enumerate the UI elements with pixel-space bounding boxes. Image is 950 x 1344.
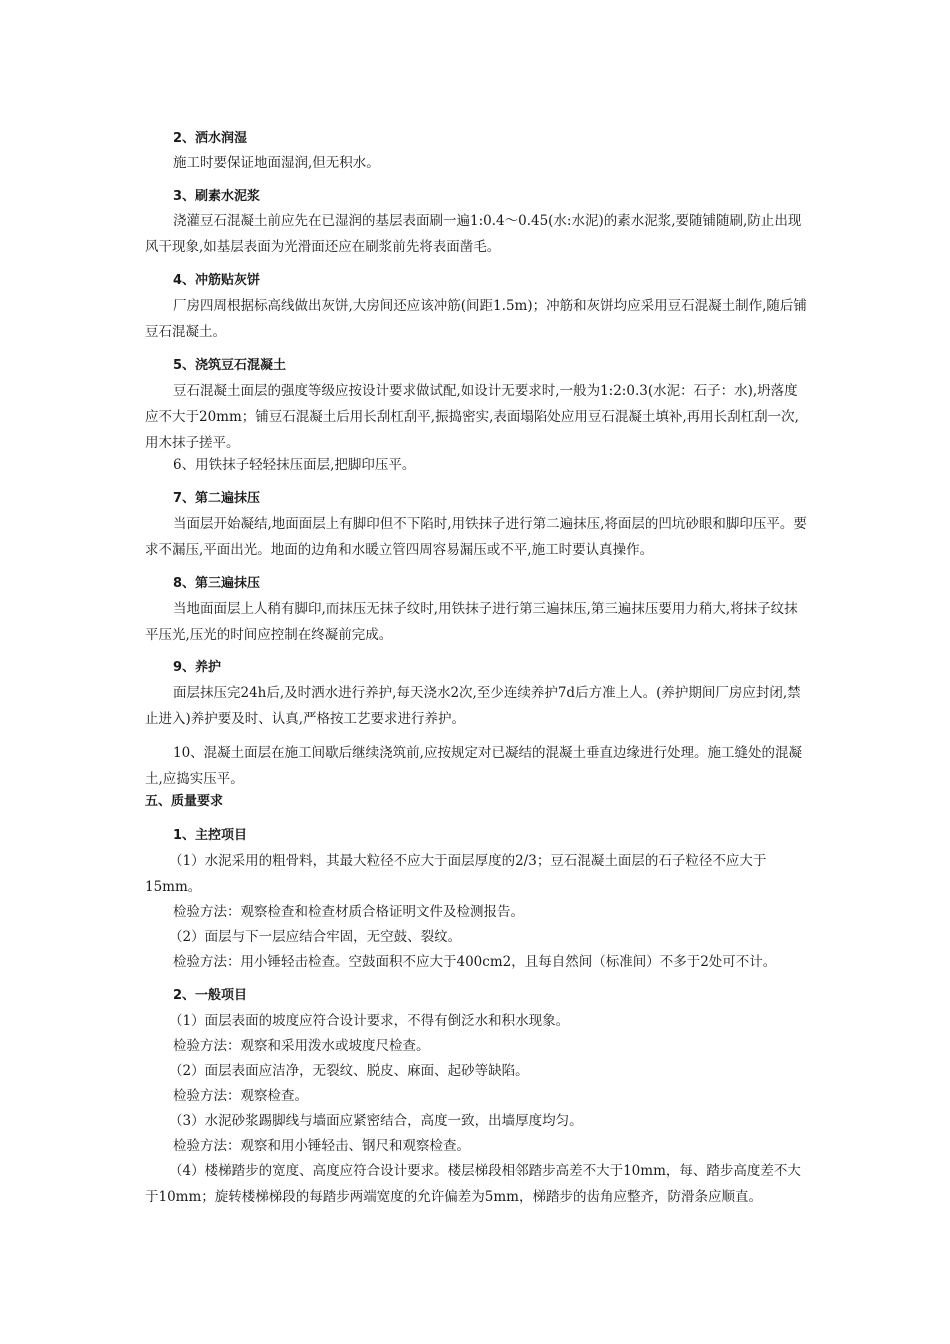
step-3-heading: 3、刷素水泥浆 <box>173 189 261 204</box>
step-7-heading: 7、第二遍抹压 <box>173 491 261 506</box>
main-item-1: （1）水泥采用的粗骨料，其最大粒径不应大于面层厚度的2/3；豆石混凝土面层的石子粒径不应大于15mm。 <box>145 853 767 895</box>
step-7-text: 当面层开始凝结,地面面层上有脚印但不下陷时,用铁抹子进行第二遍抹压,将面层的凹坑砂眼和脚印压平。要求不漏压,平面出光。地面的边角和水暖立管四周容易漏压或不平,施工时要认真操作。 <box>145 516 807 558</box>
main-item-2-method: 检验方法：用小锤轻击检查。空鼓面积不应大于400cm2，且每自然间（标准间）不多于2处可不计。 <box>173 954 777 970</box>
quality-heading: 五、质量要求 <box>145 794 224 809</box>
general-item-3-method: 检验方法：观察和用小锤轻击、钢尺和观察检查。 <box>173 1138 470 1154</box>
step-9-text: 面层抹压完24h后,及时洒水进行养护,每天浇水2次,至少连续养护7d后方准上人。(养护期间厂房应封闭,禁止进入)养护要及时、认真,严格按工艺要求进行养护。 <box>145 685 801 727</box>
general-item-1: （1）面层表面的坡度应符合设计要求，不得有倒泛水和积水现象。 <box>169 1013 570 1029</box>
general-item-1-method: 检验方法：观察和采用泼水或坡度尺检查。 <box>173 1038 430 1054</box>
step-2-heading: 2、洒水润湿 <box>173 131 248 146</box>
step-4-heading: 4、冲筋贴灰饼 <box>173 273 261 288</box>
step-4-text: 厂房四周根据标高线做出灰饼,大房间还应该冲筋(间距1.5m)；冲筋和灰饼均应采用豆石混凝土制作,随后铺豆石混凝土。 <box>145 298 807 340</box>
step-3-text: 浇灌豆石混凝土前应先在已湿润的基层表面刷一遍1:0.4～0.45(水:水泥)的素水泥浆,要随铺随刷,防止出现风干现象,如基层表面为光滑面还应在刷浆前先将表面凿毛。 <box>145 213 802 255</box>
step-8-heading: 8、第三遍抹压 <box>173 576 261 591</box>
step-10-text: 10、混凝土面层在施工间歇后继续浇筑前,应按规定对已凝结的混凝土垂直边缘进行处理。施工缝处的混凝土,应捣实压平。 <box>145 745 802 787</box>
step-9-heading: 9、养护 <box>173 660 222 675</box>
general-item-2: （2）面层表面应洁净，无裂纹、脱皮、麻面、起砂等缺陷。 <box>169 1063 529 1079</box>
main-item-2: （2）面层与下一层应结合牢固，无空鼓、裂纹。 <box>169 929 462 945</box>
step-2-text: 施工时要保证地面湿润,但无积水。 <box>173 155 380 171</box>
step-5-text: 豆石混凝土面层的强度等级应按设计要求做试配,如设计无要求时,一般为1:2:0.3(水泥：石子：水),坍落度应不大于20mm；铺豆石混凝土后用长刮杠刮平,振捣密实,表面塌陷处应用豆石混凝土填补,再用长刮杠刮一次,用木抹子搓平。 <box>145 383 799 451</box>
step-8-text: 当地面面层上人稍有脚印,而抹压无抹子纹时,用铁抹子进行第三遍抹压,第三遍抹压要用力稍大,将抹子纹抹平压光,压光的时间应控制在终凝前完成。 <box>145 601 798 643</box>
general-item-2-method: 检验方法：观察检查。 <box>173 1088 308 1104</box>
main-items-heading: 1、主控项目 <box>173 828 248 843</box>
general-items-heading: 2、一般项目 <box>173 988 248 1003</box>
main-item-1-method: 检验方法：观察检查和检查材质合格证明文件及检测报告。 <box>173 904 524 920</box>
step-6-text: 6、用铁抹子轻轻抹压面层,把脚印压平。 <box>173 457 416 473</box>
general-item-4: （4）楼梯踏步的宽度、高度应符合设计要求。楼层梯段相邻踏步高差不大于10mm，每、踏步高度差不大于10mm；旋转楼梯梯段的每踏步两端宽度的允许偏差为5mm，梯踏步的齿角应整齐，防滑条应顺直。 <box>145 1163 801 1205</box>
general-item-3: （3）水泥砂浆踢脚线与墙面应紧密结合，高度一致，出墙厚度均匀。 <box>169 1113 583 1129</box>
step-5-heading: 5、浇筑豆石混凝土 <box>173 358 287 373</box>
